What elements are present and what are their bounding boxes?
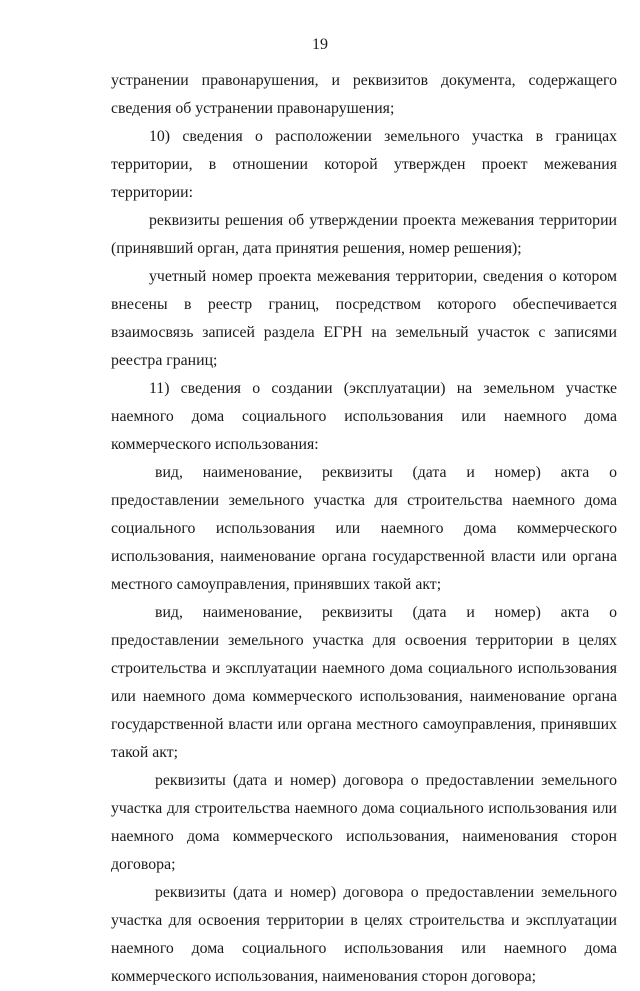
paragraph: устранении правонарушения, и реквизитов документа, содержащего сведения об устранении правонарушения;	[111, 72, 617, 117]
paragraph: реквизиты решения об утверждении проекта межевания территории (принявший орган, дата принятия решения, номер решения);	[111, 212, 617, 257]
paragraph: реквизиты (дата и номер) договора о предоставлении земельного участка для строительства наемного дома социального использования или наемного дома коммерческого использования, наименования сторон договора;	[111, 772, 617, 873]
paragraph: вид, наименование, реквизиты (дата и номер) акта о предоставлении земельного участка для строительства наемного дома социального использования или наемного дома коммерческого использования, наименование органа государственной власти или органа местного самоуправления, принявших такой акт;	[111, 464, 617, 593]
paragraph: учетный номер проекта межевания территории, сведения о котором внесены в реестр границ, посредством которого обеспечивается взаимосвязь записей раздела ЕГРН на земельный участок с записями реестра границ;	[111, 268, 617, 369]
paragraph: 10) сведения о расположении земельного участка в границах территории, в отношении которой утвержден проект межевания территории:	[111, 128, 617, 201]
page-number: 19	[312, 36, 328, 53]
paragraph: 11) сведения о создании (эксплуатации) на земельном участке наемного дома социального использования или наемного дома коммерческого использования:	[111, 380, 617, 453]
paragraph: вид, наименование, реквизиты (дата и номер) акта о предоставлении земельного участка для освоения территории в целях строительства и эксплуатации наемного дома социального использования или наемного дома коммерческого использования, наименование органа государственной власти или органа местного самоуправления, принявших такой акт;	[111, 604, 617, 761]
document-body	[111, 67, 617, 991]
paragraph: реквизиты (дата и номер) договора о предоставлении земельного участка для освоения территории в целях строительства и эксплуатации наемного дома социального использования или наемного дома коммерческого использования, наименования сторон договора;	[111, 884, 617, 985]
